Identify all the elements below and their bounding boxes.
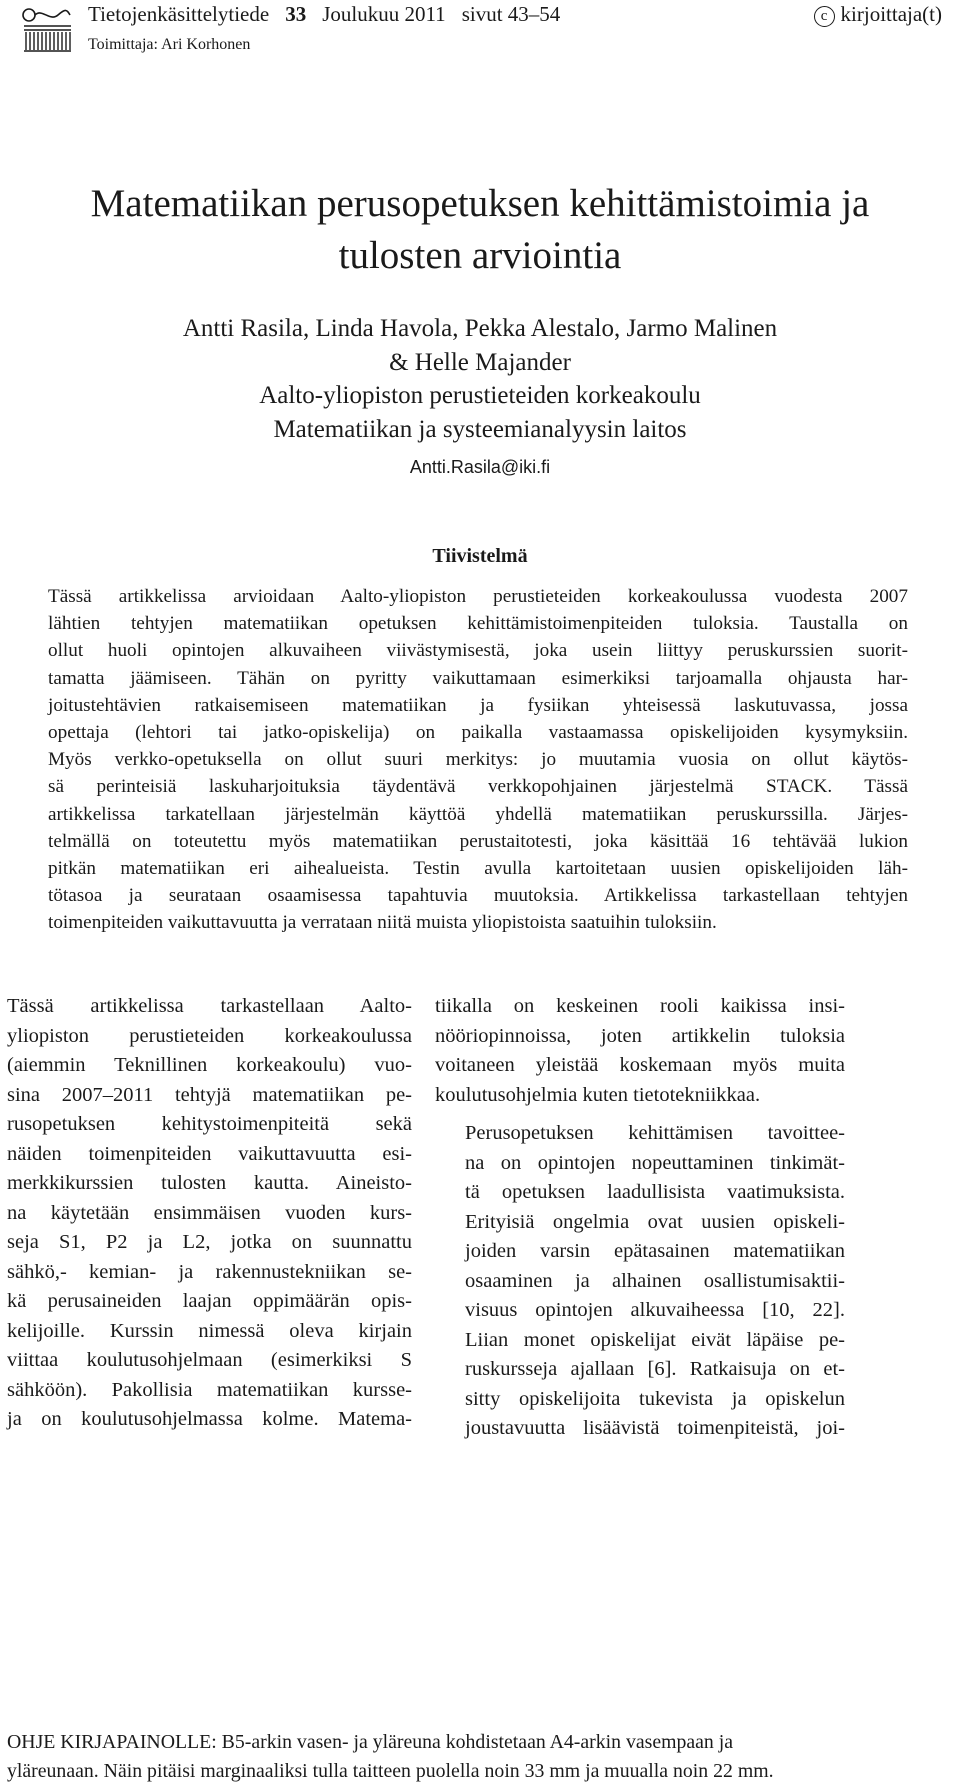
footer-line: yläreunaan. Näin pitäisi marginaaliksi tulla taitteen puolella noin 33 mm ja muualla noin 22 mm. — [7, 1760, 774, 1782]
text-line: visuus opintojen alkuvaiheessa [10, 22]. — [465, 1299, 845, 1321]
journal-name: Tietojenkäsittelytiede — [88, 2, 270, 26]
text-line: Erityisiä ongelmia ovat uusien opiskeli- — [465, 1210, 845, 1233]
body-paragraph — [435, 1119, 845, 1444]
text-line: kelijoille. Kurssin nimessä oleva kirjain — [7, 1319, 412, 1342]
page-range: sivut 43–54 — [461, 2, 561, 26]
text-line: lähtien tehtyjen matematiikan opetuksen kehittämistoimenpiteiden tuloksia. Taustalla on — [48, 613, 908, 635]
text-line: ruskursseja ajallaan [6]. Ratkaisuja on et- — [465, 1358, 845, 1380]
text-line: voitaneen yleistää koskemaan myös muita — [435, 1054, 845, 1076]
authors-line: Antti Rasila, Linda Havola, Pekka Alestalo, Jarmo Malinen — [182, 315, 778, 342]
copyright-notice — [814, 2, 942, 27]
text-line: joitustehtävien ratkaisemiseen matematiikan ja fysiikan yhteisessä laskutuvassa, jossa — [48, 694, 908, 716]
authors-line: & Helle Majander — [389, 348, 571, 376]
text-line: Myös verkko-opetuksella on ollut suuri merkitys: jo muutamia vuosia on ollut käytös- — [48, 749, 908, 771]
body-paragraph — [435, 992, 845, 1110]
body-right-column — [435, 992, 845, 1444]
text-line: tötasoa ja seurataan osaamisessa tapahtuvia muutoksia. Artikkelissa tarkastellaan tehtyjen — [48, 885, 908, 907]
text-line: ja on koulutusohjelmassa kolme. Matema- — [7, 1408, 412, 1430]
editor-line: Toimittaja: Ari Korhonen — [88, 36, 251, 53]
text-line: osaaminen ja alhainen osallistumisaktii- — [465, 1269, 845, 1292]
footer-line: OHJE KIRJAPAINOLLE: B5-arkin vasen- ja yläreuna kohdistetaan A4-arkin vasempaan ja — [7, 1731, 734, 1753]
text-line: joiden varsin epätasainen matematiikan — [465, 1240, 845, 1262]
text-line: opettaja (lehtori tai jatko-opiskelija) on paikalla vastaamassa opiskelijoiden kysymyksiin. — [48, 722, 908, 744]
text-line: pitkän matematiikan eri aihealueista. Testin avulla kartoitetaan uusien opiskelijoiden läh- — [48, 858, 908, 880]
title-line: tulosten arviointia — [338, 234, 622, 277]
affiliation-line: Matematiikan ja systeemianalyysin laitos — [273, 415, 687, 443]
title-line: Matematiikan perusopetuksen kehittämistoimia ja — [90, 182, 870, 225]
text-line: tä opetuksen laadullisista vaatimuksista. — [465, 1181, 845, 1203]
text-line: (aiemmin Teknillinen korkeakoulu) vuo- — [7, 1054, 412, 1076]
text-line: tamatta jäämiseen. Tähän on pyritty vaikuttamaan esimerkiksi tarjoamalla ohjausta har- — [48, 667, 908, 689]
text-line: Tässä artikkelissa arvioidaan Aalto-yliopiston perustieteiden korkeakoulussa vuodesta 2007 — [48, 586, 908, 607]
text-line: kä perusaineiden laajan oppimäärän opis- — [7, 1290, 412, 1312]
copyright-icon: c — [814, 6, 835, 27]
journal-logo-icon — [20, 6, 75, 54]
issue-number: 33 — [285, 2, 307, 26]
text-line: sitty opiskelijoita tukevista ja opiskelun — [465, 1387, 845, 1410]
journal-header — [88, 2, 576, 27]
text-line: Tässä artikkelissa tarkastellaan Aalto- — [7, 995, 412, 1017]
text-line: Liian monet opiskelijat eivät läpäise pe- — [465, 1328, 845, 1351]
copyright-text: kirjoittaja(t) — [840, 2, 942, 26]
paper-title — [0, 178, 960, 282]
printer-instruction — [7, 1728, 952, 1786]
text-line: joustavuutta lisäävistä toimenpiteistä, joi- — [465, 1417, 845, 1439]
text-line: sä perinteisiä laskuharjoituksia täydentävä verkkopohjainen järjestelmä STACK. Tässä — [48, 776, 908, 798]
text-line: sina 2007–2011 tehtyjä matematiikan pe- — [7, 1083, 412, 1106]
text-line: koulutusohjelmia kuten tietotekniikkaa. — [435, 1083, 761, 1106]
text-line: rusopetuksen kehitystoimenpiteitä sekä — [7, 1113, 412, 1135]
abstract-heading: Tiivistelmä — [432, 545, 528, 567]
author-block — [0, 312, 960, 446]
body-paragraph — [7, 992, 412, 1435]
text-line: tiikalla on keskeinen rooli kaikissa insi- — [435, 995, 845, 1017]
text-line: telmällä on toteutettu myös matematiikan perustaitotesti, joka käsittää 16 tehtävää lukion — [48, 830, 908, 852]
text-line: sähkö,- kemian- ja rakennustekniikan se- — [7, 1260, 412, 1283]
text-line: toimenpiteiden vaikuttavuutta ja verrataan niitä muista yliopistoista saatuihin tuloksiin. — [48, 912, 717, 934]
text-line: na käytetään ensimmäisen vuoden kurs- — [7, 1201, 412, 1224]
text-line: yliopiston perustieteiden korkeakoulussa — [7, 1024, 412, 1047]
text-line: viittaa koulutusohjelmaan (esimerkiksi S — [7, 1349, 412, 1371]
text-line: sähköön). Pakollisia matematiikan kursse- — [7, 1378, 412, 1401]
body-left-column — [7, 992, 412, 1435]
text-line: nööriopinnoissa, joten artikkelin tuloksia — [435, 1024, 845, 1047]
issue-date: Joulukuu 2011 — [322, 2, 446, 26]
text-line: seja S1, P2 ja L2, jotka on suunnattu — [7, 1231, 412, 1253]
text-line: merkkikurssien tulosten kautta. Aineisto- — [7, 1172, 412, 1194]
text-line: näiden toimenpiteiden vaikuttavuutta esi- — [7, 1142, 412, 1165]
text-line: Perusopetuksen kehittämisen tavoittee- — [465, 1122, 845, 1144]
text-line: na on opintojen nopeuttaminen tinkimät- — [465, 1151, 845, 1174]
abstract-text — [48, 583, 908, 937]
text-line: artikkelissa tarkatellaan järjestelmän käyttöä yhdellä matematiikan peruskurssilla. Järjes- — [48, 803, 908, 825]
author-email: Antti.Rasila@iki.fi — [409, 457, 551, 477]
text-line: ollut huoli opintojen alkuvaiheen viivästymisestä, joka usein liittyy peruskurssien suorit- — [48, 640, 908, 662]
affiliation-line: Aalto-yliopiston perustieteiden korkeakoulu — [259, 382, 701, 409]
